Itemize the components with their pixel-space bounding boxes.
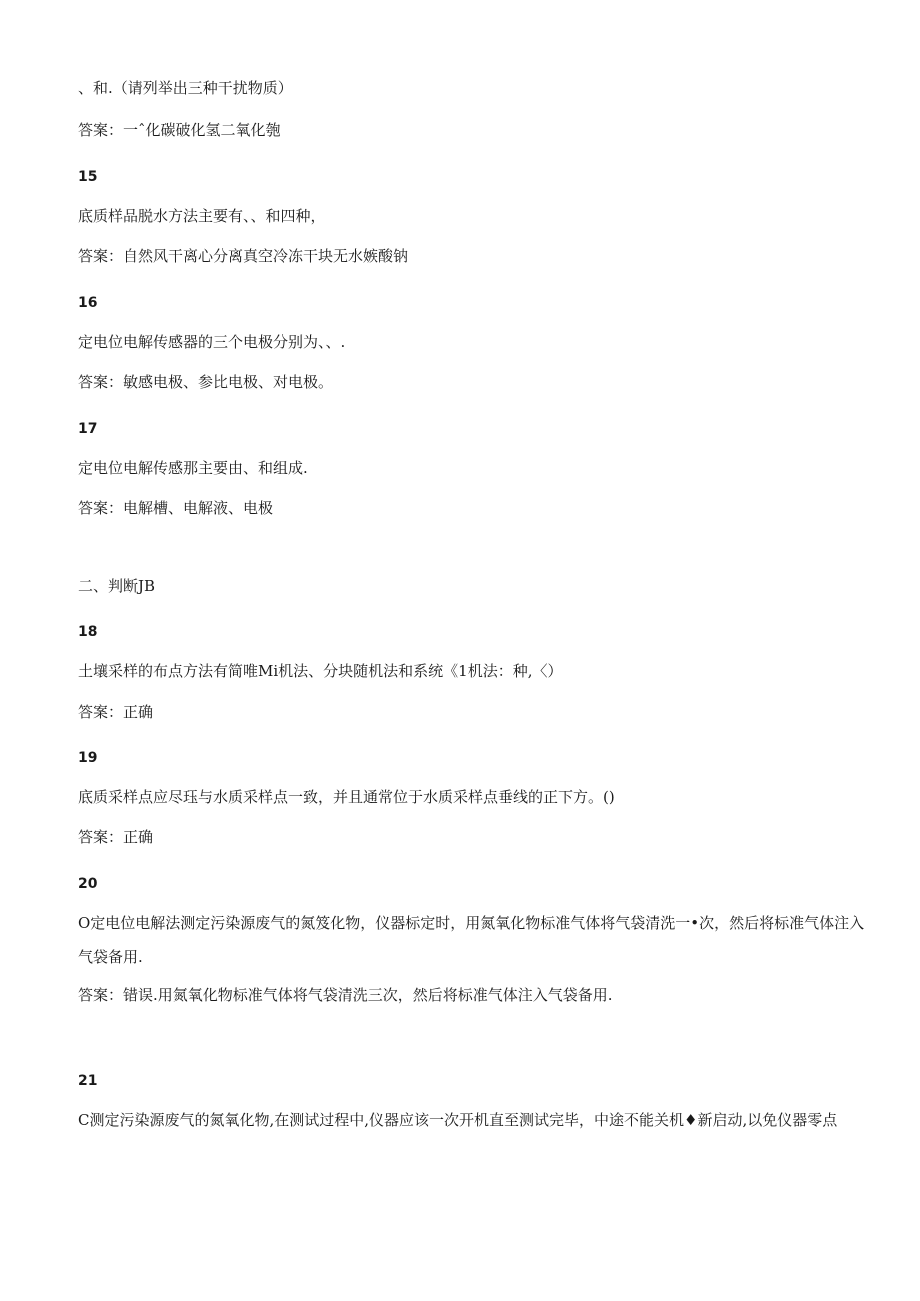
question-number-17: 17 bbox=[78, 421, 98, 437]
question-number-20: 20 bbox=[78, 876, 98, 892]
answer-17: 答案：电解槽、电解液、电极 bbox=[78, 499, 274, 517]
answer-18: 答案：正确 bbox=[78, 703, 154, 721]
question-20: O定电位电解法测定污染源废气的氮笈化物，仪器标定时，用氮氧化物标准气体将气袋清洗一•次，然后将标准气体注入气袋备用. bbox=[78, 914, 865, 966]
answer-19: 答案：正确 bbox=[78, 828, 154, 846]
question-number-19: 19 bbox=[78, 750, 98, 766]
question-number-21: 21 bbox=[78, 1073, 98, 1089]
answer-20: 答案：错误.用氮氧化物标准气体将气袋清洗三次，然后将标准气体注入气袋备用. bbox=[78, 986, 613, 1004]
answer-15: 答案：自然风干离心分离真空冷冻干块无水嫉酸钠 bbox=[78, 247, 409, 265]
question-19: 底质采样点应尽珏与水质采样点一致，并且通常位于水质采样点垂线的正下方。() bbox=[78, 788, 615, 806]
question-17: 定电位电解传感那主要由、和组成. bbox=[78, 459, 308, 477]
section-title-judgement: 二、判断JB bbox=[78, 577, 156, 595]
question-18: 土壤采样的布点方法有简唯Mi机法、分块随机法和系统《1机法：种,〈） bbox=[78, 662, 563, 680]
question-number-15: 15 bbox=[78, 169, 98, 185]
question-15: 底质样品脱水方法主要有、、和四种， bbox=[78, 207, 326, 225]
question-14-tail: 、和.（请列举出三种干扰物质） bbox=[78, 79, 293, 97]
question-21: C测定污染源废气的氮氧化物,在测试过程中,仪器应该一次开机直至测试完毕，中途不能关机♦新启动,以免仪器零点 bbox=[78, 1111, 838, 1129]
answer-16: 答案：敏感电极、参比电极、对电极。 bbox=[78, 373, 334, 391]
answer-14: 答案：一ˆ化碳破化氢二氧化匏 bbox=[78, 121, 281, 139]
question-16: 定电位电解传感器的三个电极分别为、、. bbox=[78, 333, 346, 351]
question-number-16: 16 bbox=[78, 295, 98, 311]
question-number-18: 18 bbox=[78, 624, 98, 640]
